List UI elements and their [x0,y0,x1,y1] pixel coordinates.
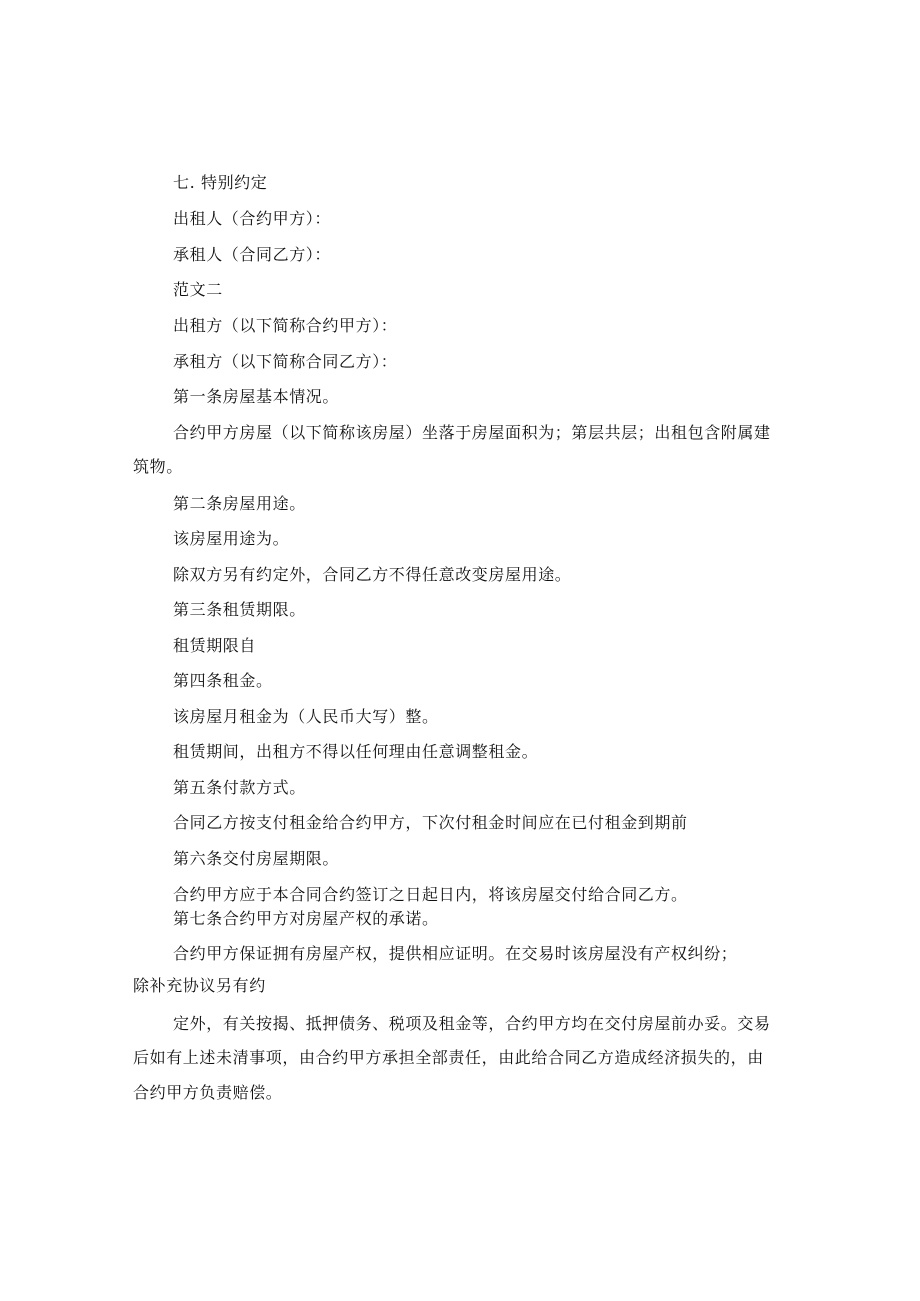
paragraph-line: 后如有上述未清事项，由合约甲方承担全部责任，由此给合同乙方造成经济损失的，由 [133,1048,764,1067]
paragraph-line: 租赁期限自 [173,636,257,655]
paragraph-line: 合约甲方应于本合同合约签订之日起日内，将该房屋交付给合同乙方。 [173,885,688,904]
section-heading: 七. 特别约定 [173,173,268,192]
article-heading: 第一条房屋基本情况。 [173,387,340,406]
article-heading: 第七条合约甲方对房屋产权的承诺。 [173,909,439,928]
paragraph-line: 定外，有关按揭、抵押债务、税项及租金等，合约甲方均在交付房屋前办妥。交易 [173,1014,771,1033]
paragraph-line: 合约甲方保证拥有房屋产权，提供相应证明。在交易时该房屋没有产权纠纷； [173,944,738,963]
paragraph-line: 除双方另有约定外，合同乙方不得任意改变房屋用途。 [173,565,572,584]
article-heading: 第六条交付房屋期限。 [173,849,340,868]
paragraph-line: 筑物。 [133,457,183,476]
paragraph-line: 合约甲方房屋（以下简称该房屋）坐落于房屋面积为；第层共层；出租包含附属建 [173,423,771,442]
template-title: 范文二 [173,280,223,299]
paragraph-line: 租赁期间，出租方不得以任何理由任意调整租金。 [173,742,539,761]
article-heading: 第三条租赁期限。 [173,600,306,619]
lessor-party-line: 出租方（以下简称合约甲方）： [173,316,398,335]
paragraph-line: 除补充协议另有约 [133,976,266,995]
article-heading: 第二条房屋用途。 [173,494,306,513]
paragraph-line: 该房屋用途为。 [173,529,290,548]
lessee-party-line: 承租方（以下简称合同乙方）： [173,352,398,371]
paragraph-line: 合约甲方负责赔偿。 [133,1083,283,1102]
article-heading: 第五条付款方式。 [173,778,306,797]
lessee-line: 承租人（合同乙方）： [173,245,332,264]
paragraph-line: 该房屋月租金为（人民币大写）整。 [173,707,439,726]
lessor-line: 出租人（合约甲方）： [173,209,332,228]
article-heading: 第四条租金。 [173,671,273,690]
paragraph-line: 合同乙方按支付租金给合约甲方，下次付租金时间应在已付租金到期前 [173,813,688,832]
